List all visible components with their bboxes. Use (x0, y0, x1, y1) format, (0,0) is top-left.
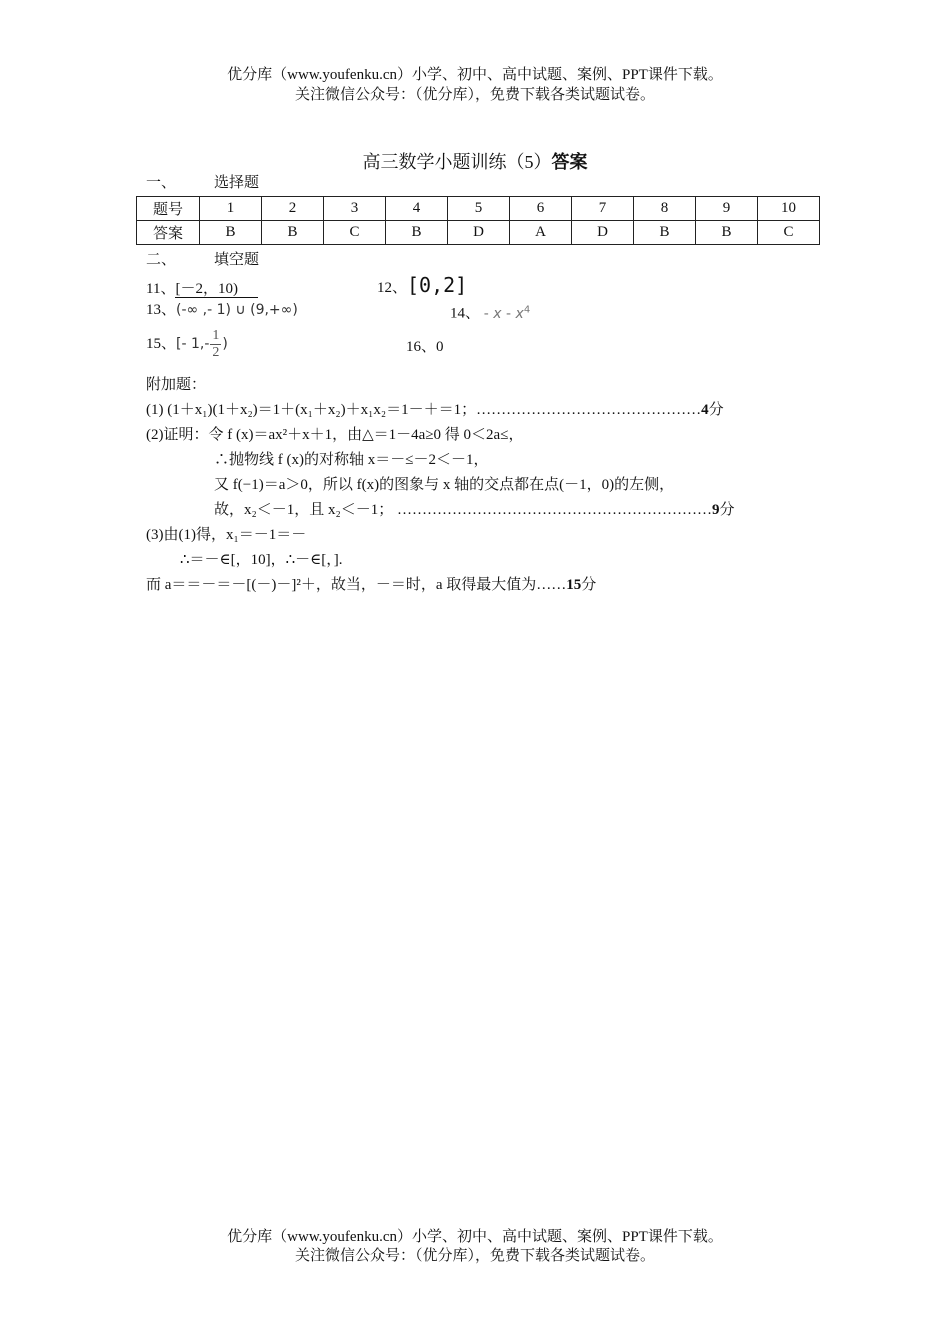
fill-q11 (146, 279, 258, 299)
table-cell: 9 (696, 197, 758, 221)
table-row-answers (137, 221, 820, 245)
p2-unit: 分 (719, 502, 735, 518)
section-1-label: 选择题 (214, 175, 260, 191)
table-cell: D (572, 221, 634, 245)
q16-label: 16、 (406, 339, 437, 355)
section-2-label: 填空题 (214, 252, 260, 268)
header-line-1: 优分库（www.youfenku.cn）小学、初中、高中试题、案例、PPT课件下载。 (227, 67, 723, 83)
table-cell: B (262, 221, 324, 245)
p3-unit: 分 (581, 577, 597, 593)
table-cell: 1 (200, 197, 262, 221)
table-cell: 2 (262, 197, 324, 221)
q15-prefix: [- 1,- (176, 335, 210, 352)
extra-part-2-line-3: 又 f(−1)＝a＞0，所以 f(x)的图象与 x 轴的交点都在点(－1，0)的左侧， (214, 477, 675, 493)
extra-heading: 附加题： (146, 377, 207, 393)
table-cell: 6 (510, 197, 572, 221)
q16-answer: 0 (436, 339, 444, 355)
q15-fraction (210, 328, 221, 361)
title-main: 高三数学小题训练（5） (362, 152, 552, 172)
q15-label: 15、 (146, 335, 177, 352)
fill-q13 (146, 300, 298, 320)
p2-score: 9 (711, 502, 720, 518)
extra-part-3-line-1: (3)由(1)得，x₁＝－1＝－ (146, 527, 307, 543)
table-cell: C (758, 221, 820, 245)
extra-part-3-line-3 (146, 575, 596, 595)
q11-answer: [－2，10) (175, 281, 258, 298)
q13-answer: (-∞ ,- 1) ∪ (9,+∞) (176, 302, 298, 318)
table-cell: B (386, 221, 448, 245)
table-cell: B (200, 221, 262, 245)
q13-label: 13、 (146, 302, 177, 318)
table-cell: 4 (386, 197, 448, 221)
p3-text: 而 a＝＝－＝－[(－)－]²＋，故当，－＝时，a 取得最大值为…… (146, 577, 567, 593)
table-cell: D (448, 221, 510, 245)
extra-part-2-line-2: ∴抛物线 f (x)的对称轴 x＝－≤－2＜－1， (214, 452, 489, 468)
fill-q16 (406, 337, 444, 357)
table-cell: C (324, 221, 386, 245)
footer-line-1: 优分库（www.youfenku.cn）小学、初中、高中试题、案例、PPT课件下载。 (227, 1229, 723, 1245)
p2-text: 故，x₂＜－1，且 x₂＜－1； ……………………………………………………… (214, 502, 712, 518)
q11-label: 11、 (146, 281, 176, 297)
answer-table (136, 196, 820, 245)
table-cell: 3 (324, 197, 386, 221)
q12-label: 12、 (377, 280, 408, 296)
table-header-answer: 答案 (137, 221, 200, 245)
q14-exponent: 4 (523, 304, 531, 315)
table-cell: 5 (448, 197, 510, 221)
header-line-2: 关注微信公众号：（优分库），免费下载各类试题试卷。 (294, 87, 655, 103)
table-cell: A (510, 221, 572, 245)
extra-part-3-line-2: ∴＝－∈[，10]，∴－∈[，]. (180, 552, 343, 568)
table-header-number: 题号 (137, 197, 200, 221)
section-2-heading (146, 250, 259, 270)
p3-score: 15 (566, 577, 582, 593)
footer-line-2: 关注微信公众号：（优分库），免费下载各类试题试卷。 (294, 1248, 655, 1264)
p1-text: (1) (1＋x₁)(1＋x₂)＝1＋(x₁＋x₂)＋x₁x₂＝1－＋＝1；……………………………………… (146, 402, 702, 418)
table-cell: 10 (758, 197, 820, 221)
extra-part-2-line-1: (2)证明：令 f (x)＝ax²＋x＋1，由△＝1－4a≥0 得 0＜2a≤， (146, 427, 524, 443)
q15-denominator: 2 (212, 345, 220, 360)
q14-x2: x (515, 305, 524, 322)
table-cell: 7 (572, 197, 634, 221)
extra-part-1 (146, 400, 724, 420)
table-row-numbers (137, 197, 820, 221)
extra-part-2-line-4 (214, 500, 734, 520)
section-2-num: 二、 (146, 252, 177, 268)
fill-q15 (146, 328, 228, 361)
q14-x: x (493, 305, 502, 322)
q14-answer (484, 306, 530, 322)
q14-minus: - (506, 305, 512, 322)
table-cell: B (634, 221, 696, 245)
section-1-num: 一、 (146, 175, 177, 191)
q14-label: 14、 (450, 305, 481, 322)
fill-q12 (377, 275, 467, 298)
p1-unit: 分 (708, 402, 724, 418)
fill-q14 (450, 300, 530, 324)
table-cell: B (696, 221, 758, 245)
title-bold: 答案 (551, 152, 588, 172)
page-title (0, 148, 950, 174)
q15-suffix: ) (222, 335, 228, 352)
section-1-heading (146, 173, 259, 193)
q15-numerator: 1 (212, 328, 220, 343)
table-cell: 8 (634, 197, 696, 221)
q14-prefix: - (483, 305, 489, 322)
p1-score: 4 (701, 402, 709, 418)
q12-answer: [0,2] (407, 273, 468, 297)
